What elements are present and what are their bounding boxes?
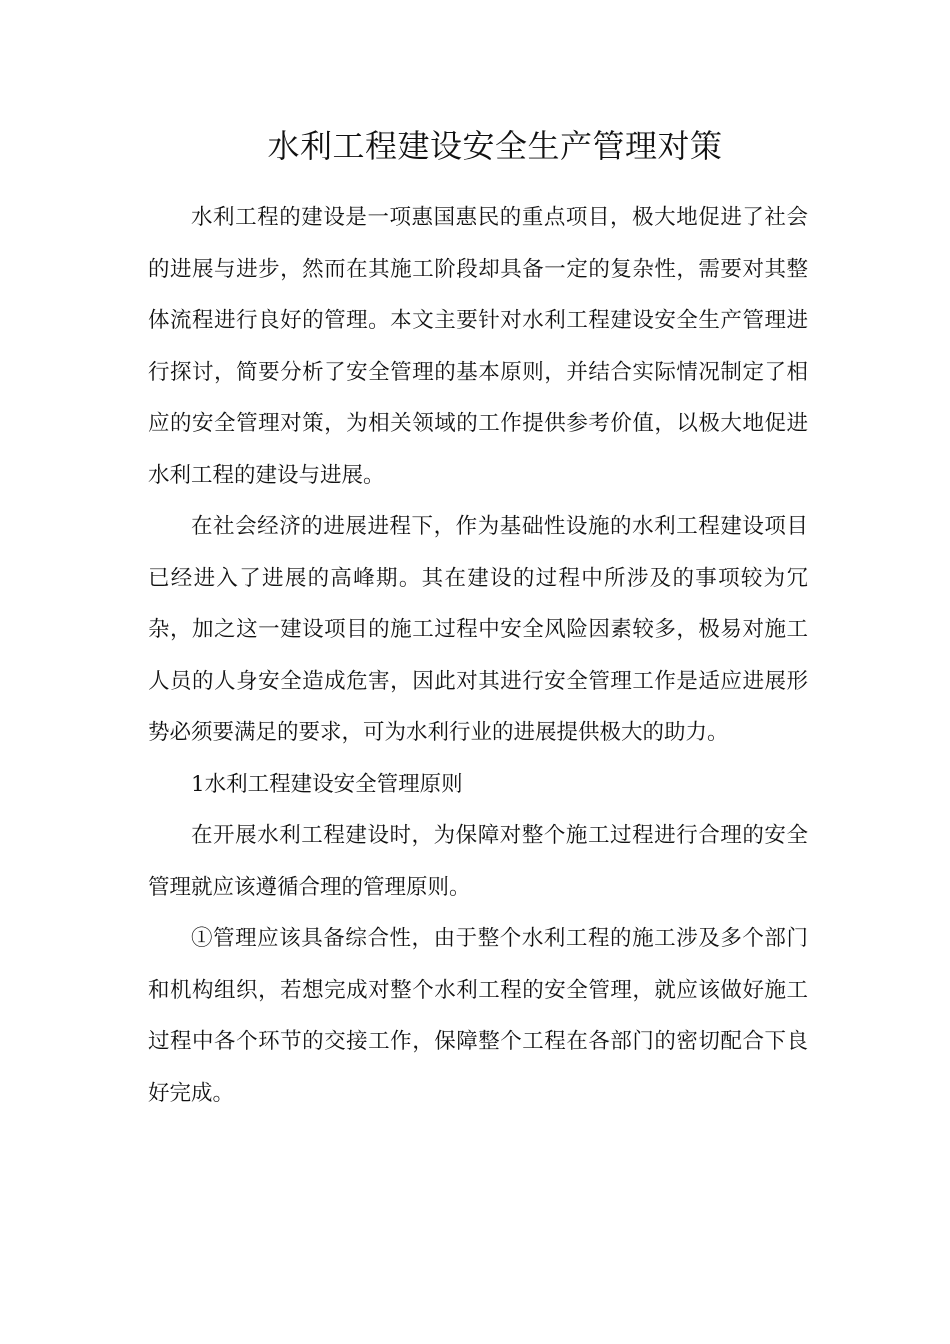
- paragraph-principle-1: ①管理应该具备综合性，由于整个水利工程的施工涉及多个部门和机构组织，若想完成对整个水利工程的安全管理，就应该做好施工过程中各个环节的交接工作，保障整个工程在各部门的密切配合下良好完成。: [148, 926, 808, 1106]
- paragraph-introduction: 在社会经济的进展进程下，作为基础性设施的水利工程建设项目已经进入了进展的高峰期。其在建设的过程中所涉及的事项较为冗杂，加之这一建设项目的施工过程中安全风险因素较多，极易对施工人员的人身安全造成危害，因此对其进行安全管理工作是适应进展形势必须要满足的要求，可为水利行业的进展提供极大的助力。: [148, 514, 808, 745]
- paragraph-abstract: 水利工程的建设是一项惠国惠民的重点项目，极大地促进了社会的进展与进步，然而在其施工阶段却具备一定的复杂性，需要对其整体流程进行良好的管理。本文主要针对水利工程建设安全生产管理进行探讨，简要分析了安全管理的基本原则，并结合实际情况制定了相应的安全管理对策，为相关领域的工作提供参考价值，以极大地促进水利工程的建设与进展。: [148, 205, 808, 488]
- paragraph-principles-intro: 在开展水利工程建设时，为保障对整个施工过程进行合理的安全管理就应该遵循合理的管理原则。: [148, 823, 808, 900]
- document-body: [148, 192, 808, 1119]
- section-heading: 1水利工程建设安全管理原则: [191, 771, 463, 797]
- document-title: 水利工程建设安全生产管理对策: [267, 127, 723, 165]
